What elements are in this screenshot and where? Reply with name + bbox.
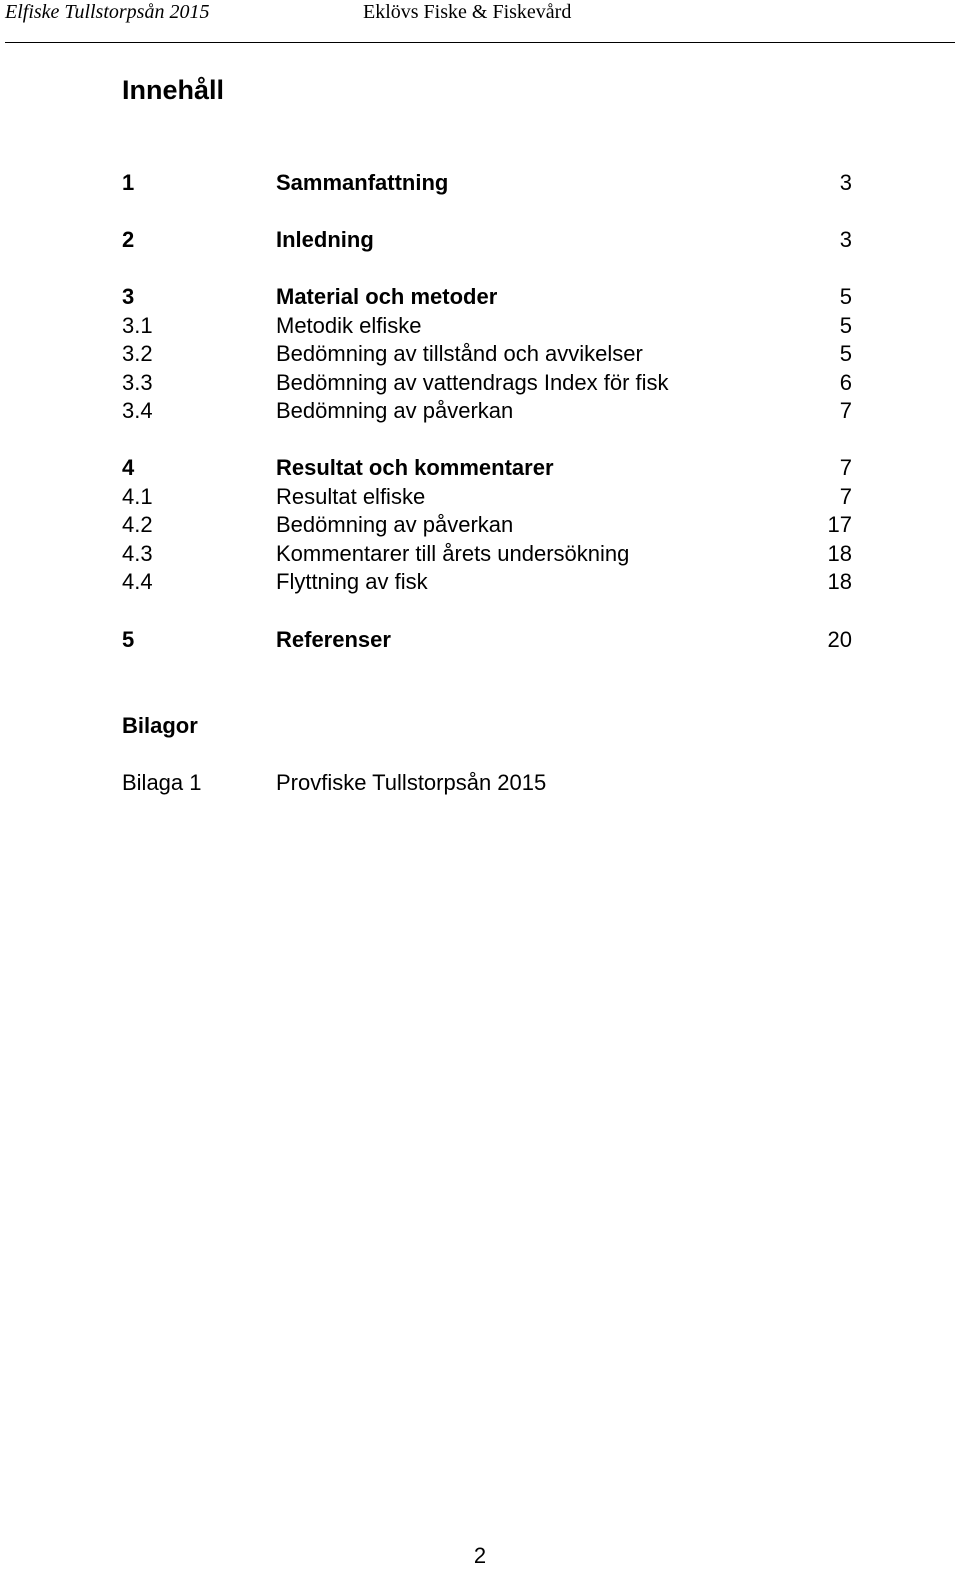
toc-entry	[0, 484, 960, 514]
toc-entry-page: 7	[839, 398, 852, 423]
toc-entry-title: Bedömning av påverkan	[276, 512, 514, 537]
toc-entry	[0, 227, 960, 257]
appendix-heading: Bilagor	[122, 713, 198, 738]
toc-entry-title: Bedömning av vattendrags Index för fisk	[276, 370, 669, 395]
header-divider	[5, 42, 955, 43]
toc-entry	[0, 627, 960, 657]
header-organization: Eklövs Fiske & Fiskevård	[363, 1, 572, 23]
toc-entry	[0, 370, 960, 400]
toc-entry-number: 1	[122, 170, 135, 195]
toc-entry-title: Metodik elfiske	[276, 313, 422, 338]
toc-entry-page: 20	[827, 627, 852, 652]
toc-entry	[0, 455, 960, 485]
toc-entry-title: Inledning	[276, 227, 374, 252]
toc-entry-number: 4.4	[122, 569, 153, 594]
toc-entry-title: Bedömning av tillstånd och avvikelser	[276, 341, 643, 366]
toc-entry-page: 7	[839, 455, 852, 480]
toc-entry	[0, 284, 960, 314]
toc-entry-page: 18	[827, 569, 852, 594]
toc-entry-title: Resultat elfiske	[276, 484, 426, 509]
toc-entry-page: 18	[827, 541, 852, 566]
toc-entry-title: Resultat och kommentarer	[276, 455, 554, 480]
toc-entry-page: 3	[839, 227, 852, 252]
toc-entry	[0, 569, 960, 599]
toc-entry-page: 6	[839, 370, 852, 395]
toc-entry-number: 2	[122, 227, 135, 252]
toc-entry-number: 5	[122, 627, 135, 652]
toc-entry-page: 5	[839, 341, 852, 366]
toc-entry-page: 7	[839, 484, 852, 509]
toc-entry-title: Referenser	[276, 627, 391, 652]
appendix-label: Bilaga 1	[122, 770, 202, 795]
toc-entry-number: 3.4	[122, 398, 153, 423]
page-header	[0, 0, 960, 46]
toc-entry-number: 3.3	[122, 370, 153, 395]
toc-entry-number: 3.2	[122, 341, 153, 366]
toc-entry	[0, 341, 960, 371]
page-number: 2	[473, 1543, 487, 1568]
toc-entry-number: 4.2	[122, 512, 153, 537]
toc-entry-title: Flyttning av fisk	[276, 569, 428, 594]
toc-entry-number: 3	[122, 284, 135, 309]
toc-entry-number: 4	[122, 455, 135, 480]
toc-entry-number: 4.1	[122, 484, 153, 509]
toc-entry	[0, 541, 960, 571]
toc-entry-page: 5	[839, 313, 852, 338]
toc-entry-page: 17	[827, 512, 852, 537]
toc-entry-title: Sammanfattning	[276, 170, 449, 195]
toc-entry-title: Material och metoder	[276, 284, 498, 309]
toc-heading: Innehåll	[122, 75, 225, 105]
toc-entry-number: 3.1	[122, 313, 153, 338]
toc-entry	[0, 512, 960, 542]
toc-entry-title: Bedömning av påverkan	[276, 398, 514, 423]
toc-entry-title: Kommentarer till årets undersökning	[276, 541, 630, 566]
toc-entry-page: 3	[839, 170, 852, 195]
appendix-title: Provfiske Tullstorpsån 2015	[276, 770, 547, 795]
toc-entry-number: 4.3	[122, 541, 153, 566]
toc-entry	[0, 170, 960, 200]
toc-entry	[0, 398, 960, 428]
header-report-title: Elfiske Tullstorpsån 2015	[5, 1, 210, 23]
toc-entry-page: 5	[839, 284, 852, 309]
toc-entry	[0, 313, 960, 343]
